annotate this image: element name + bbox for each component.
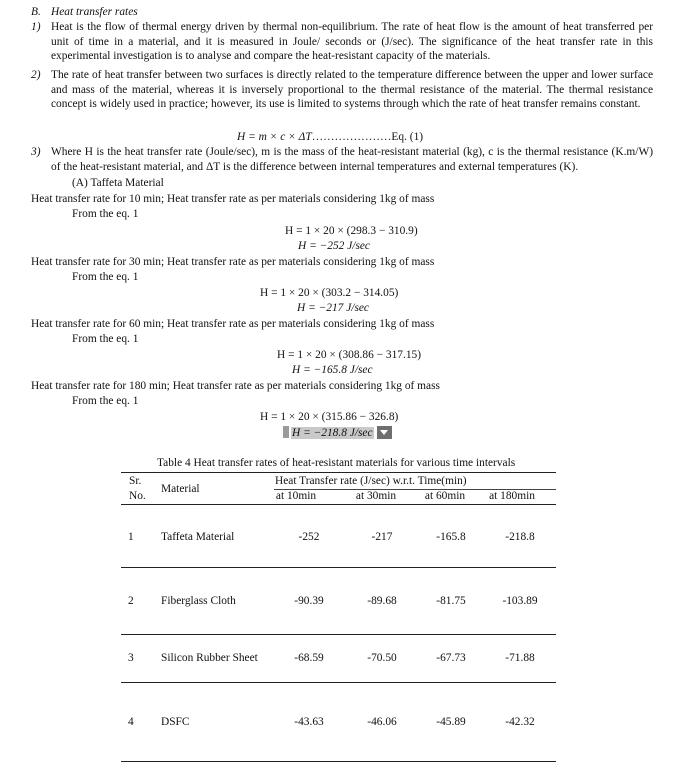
from-eq-label: From the eq. 1: [72, 271, 139, 283]
table-bottom-rule: [121, 761, 556, 762]
calc-result-60min: H = −165.8 J/sec: [292, 364, 373, 376]
table-header-rule: [121, 504, 556, 505]
column-header: at 180min: [489, 490, 535, 502]
header-group: Heat Transfer rate (J/sec) w.r.t. Time(min): [275, 475, 467, 487]
table-cell: -218.8: [505, 531, 535, 543]
table-cell: -43.63: [294, 716, 324, 728]
equation-leader: …………………: [311, 131, 392, 143]
section-number: B.: [31, 6, 41, 18]
paragraph-text: The rate of heat transfer between two surfaces is directly related to the temperature difference between the upper and lower surface and mass of the material, whereas it is inversely proportional to the thermal resistance of the material. The thermal resistance concept is widely used in practice; however, its use is limited to systems through which the rate of heat transfer remains constant.: [51, 69, 653, 111]
calc-result-10min: H = −252 J/sec: [298, 240, 370, 252]
table-row-material: Fiberglass Cloth: [161, 595, 236, 607]
section-heading: [31, 5, 138, 20]
table-cell: -68.59: [294, 652, 324, 664]
table-row-sr: 1: [128, 531, 134, 543]
equation-formula: H = m × c × ΔT: [237, 131, 312, 143]
table-row-sr: 4: [128, 716, 134, 728]
table-row-rule: [121, 682, 556, 683]
calc-result-180min[interactable]: H = −218.8 J/sec: [292, 427, 373, 439]
subheading-taffeta: (A) Taffeta Material: [72, 177, 164, 189]
table-cell: -46.06: [367, 716, 397, 728]
table-row-rule: [121, 567, 556, 568]
header-material: Material: [161, 483, 200, 495]
table-cell: -165.8: [436, 531, 466, 543]
paragraph-number: 2): [31, 69, 41, 81]
table-cell: -70.50: [367, 652, 397, 664]
table-row-material: Silicon Rubber Sheet: [161, 652, 258, 664]
table-row-material: DSFC: [161, 716, 190, 728]
equation-ref: Eq. (1): [391, 131, 424, 143]
equation-drag-handle[interactable]: [283, 426, 289, 438]
paragraph-3: [31, 145, 653, 174]
table-row-material: Taffeta Material: [161, 531, 235, 543]
from-eq-label: From the eq. 1: [72, 395, 139, 407]
table-top-rule: [121, 472, 556, 473]
header-no: No.: [129, 490, 146, 502]
table-row-sr: 2: [128, 595, 134, 607]
section-title: Heat transfer rates: [51, 6, 138, 18]
calc-line-30min: H = 1 × 20 × (303.2 − 314.05): [260, 287, 399, 299]
table-cell: -71.88: [505, 652, 535, 664]
equation-1: [237, 130, 423, 145]
paragraph-text: Heat is the flow of thermal energy driven by thermal non-equilibrium. The rate of heat flow is the amount of heat transferred per unit of time in a material, and it is measured in Joule/ seconds or (J/sec). The significance of the heat transfer rate in this experimental investigation is to analyse and compare the heat-resistant capacity of the materials.: [51, 21, 653, 63]
header-sr: Sr.: [129, 475, 142, 487]
paragraph-number: 3): [31, 146, 41, 158]
paragraph-2: [31, 68, 653, 112]
table-cell: -42.32: [505, 716, 535, 728]
table-cell: -90.39: [294, 595, 324, 607]
calc-intro-30min: Heat transfer rate for 30 min; Heat transfer rate as per materials considering 1kg of mass: [31, 256, 435, 268]
equation-options-dropdown-icon[interactable]: [377, 426, 392, 439]
calc-line-10min: H = 1 × 20 × (298.3 − 310.9): [285, 225, 418, 237]
from-eq-label: From the eq. 1: [72, 208, 139, 220]
column-header: at 10min: [275, 490, 317, 502]
calc-intro-60min: Heat transfer rate for 60 min; Heat transfer rate as per materials considering 1kg of mass: [31, 318, 435, 330]
table-row-rule: [121, 634, 556, 635]
paragraph-1: [31, 20, 653, 64]
table-cell: -103.89: [502, 595, 538, 607]
table-cell: -45.89: [436, 716, 466, 728]
column-header: at 60min: [424, 490, 466, 502]
equation-editor-box[interactable]: [283, 426, 392, 441]
table-cell: -67.73: [436, 652, 466, 664]
calc-intro-180min: Heat transfer rate for 180 min; Heat transfer rate as per materials considering 1kg of mass: [31, 380, 440, 392]
calc-line-180min: H = 1 × 20 × (315.86 − 326.8): [260, 411, 399, 423]
paragraph-text: Where H is the heat transfer rate (Joule/sec), m is the mass of the heat-resistant material (kg), c is the thermal resistance (K.m/W) of the heat-resistant material, and ΔT is the difference between internal temperatures and external temperatures (K).: [51, 146, 653, 173]
table-cell: -89.68: [367, 595, 397, 607]
calc-result-30min: H = −217 J/sec: [297, 302, 369, 314]
column-header: at 30min: [355, 490, 397, 502]
table-row-sr: 3: [128, 652, 134, 664]
from-eq-label: From the eq. 1: [72, 333, 139, 345]
table-caption: Table 4 Heat transfer rates of heat-resistant materials for various time intervals: [157, 457, 516, 469]
table-cell: -81.75: [436, 595, 466, 607]
table-cell: -252: [298, 531, 320, 543]
calc-intro-10min: Heat transfer rate for 10 min; Heat transfer rate as per materials considering 1kg of mass: [31, 193, 435, 205]
calc-line-60min: H = 1 × 20 × (308.86 − 317.15): [277, 349, 422, 361]
paragraph-number: 1): [31, 21, 41, 33]
table-cell: -217: [371, 531, 393, 543]
